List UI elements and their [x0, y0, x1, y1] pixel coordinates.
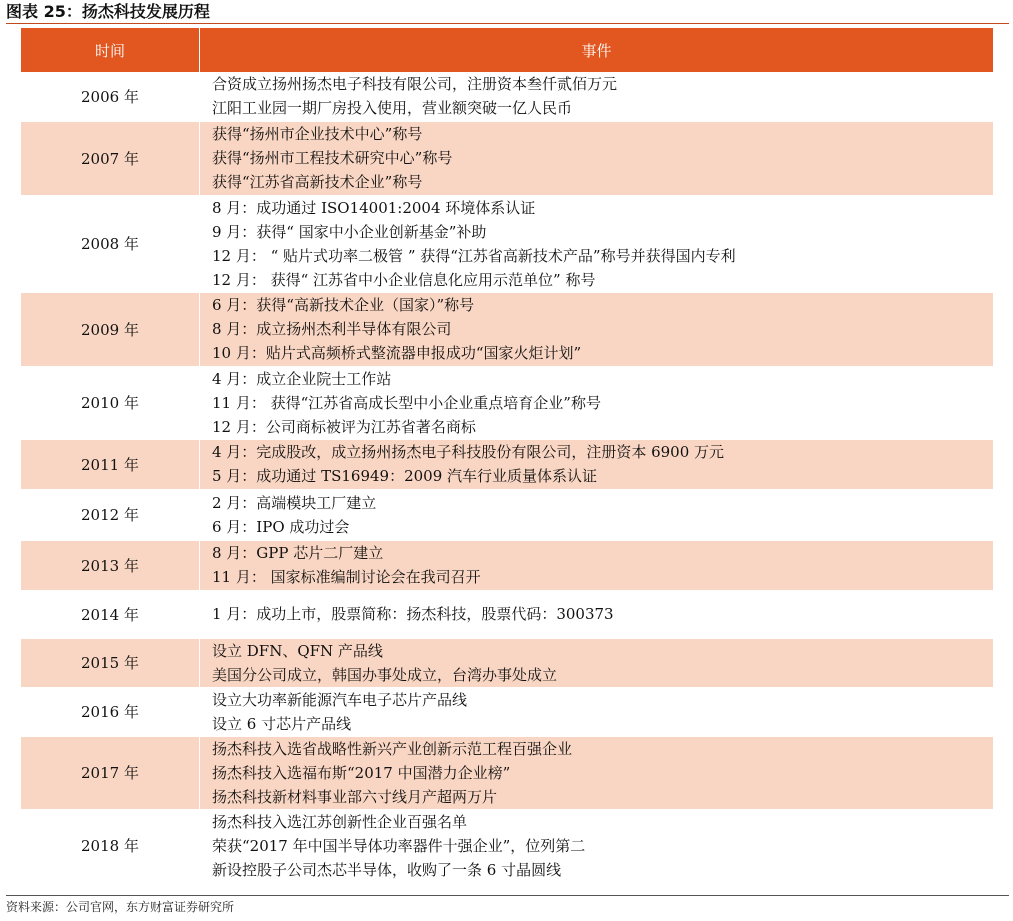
header-time: 时间 [21, 28, 200, 72]
event-line: 9 月：获得“ 国家中小企业创新基金”补助 [212, 222, 487, 241]
table-row [21, 687, 993, 736]
table-row [21, 292, 993, 366]
row-year: 2017 年 [21, 736, 200, 809]
figure-title: 图表 25：扬杰科技发展历程 [6, 2, 210, 21]
row-events [200, 590, 994, 638]
row-year: 2013 年 [21, 540, 200, 590]
event-line: 10 月：贴片式高频桥式整流器申报成功“国家火炬计划” [212, 344, 582, 362]
event-line: 6 月：IPO 成功过会 [212, 517, 350, 536]
source-divider [6, 895, 1009, 896]
row-events [200, 366, 994, 439]
event-line: 12 月： 获得“ 江苏省中小企业信息化应用示范单位” 称号 [212, 270, 596, 289]
row-events [200, 72, 994, 121]
table-row [21, 366, 993, 439]
row-year: 2007 年 [21, 121, 200, 195]
table-row [21, 439, 993, 489]
row-events [200, 638, 994, 687]
event-line: 12 月：公司商标被评为江苏省著名商标 [212, 417, 476, 436]
row-year: 2012 年 [21, 489, 200, 540]
row-events [200, 809, 994, 882]
table-row [21, 638, 993, 687]
event-line: 6 月：获得“高新技术企业（国家）”称号 [212, 296, 475, 314]
table-row [21, 72, 993, 121]
event-line: 获得“江苏省高新技术企业”称号 [212, 173, 423, 191]
header-events: 事件 [200, 28, 994, 72]
event-line: 扬杰科技入选福布斯“2017 中国潜力企业榜” [212, 763, 511, 782]
row-events [200, 489, 994, 540]
event-line: 美国分公司成立，韩国办事处成立，台湾办事处成立 [212, 665, 558, 684]
source-note: 资料来源：公司官网，东方财富证券研究所 [6, 900, 235, 914]
event-line: 1 月：成功上市，股票简称：扬杰科技，股票代码：300373 [212, 605, 614, 623]
event-line: 设立大功率新能源汽车电子芯片产品线 [212, 690, 468, 709]
table-row [21, 809, 993, 882]
event-line: 扬杰科技新材料事业部六寸线月产超两万片 [212, 787, 498, 806]
title-divider [6, 23, 1009, 24]
table-row [21, 736, 993, 809]
event-line: 2 月：高端模块工厂建立 [212, 493, 377, 512]
event-line: 新设控股子公司杰芯半导体，收购了一条 6 寸晶圆线 [212, 860, 562, 879]
event-line: 4 月：成立企业院士工作站 [212, 369, 392, 388]
row-events [200, 540, 994, 590]
event-line: 获得“扬州市企业技术中心”称号 [212, 125, 423, 143]
table-row [21, 590, 993, 638]
event-line: 5 月：成功通过 TS16949：2009 汽车行业质量体系认证 [212, 467, 598, 485]
row-year: 2014 年 [21, 590, 200, 638]
event-line: 11 月： 获得“江苏省高成长型中小企业重点培育企业”称号 [212, 393, 601, 412]
event-line: 扬杰科技入选江苏创新性企业百强名单 [212, 812, 468, 831]
row-year: 2009 年 [21, 292, 200, 366]
event-line: 合资成立扬州扬杰电子科技有限公司，注册资本叁仟贰佰万元 [212, 75, 618, 94]
row-year: 2018 年 [21, 809, 200, 882]
event-line: 4 月：完成股改，成立扬州扬杰电子科技股份有限公司，注册资本 6900 万元 [212, 443, 725, 461]
event-line: 获得“扬州市工程技术研究中心”称号 [212, 149, 453, 167]
event-line: 8 月：GPP 芯片二厂建立 [212, 544, 384, 562]
table-body [21, 72, 993, 882]
event-line: 设立 DFN、QFN 产品线 [212, 641, 383, 660]
row-events [200, 292, 994, 366]
table-header-row [21, 28, 993, 72]
row-events [200, 736, 994, 809]
table-row [21, 121, 993, 195]
event-line: 8 月：成功通过 ISO14001:2004 环境体系认证 [212, 198, 536, 217]
row-year: 2015 年 [21, 638, 200, 687]
row-events [200, 195, 994, 292]
event-line: 8 月：成立扬州杰利半导体有限公司 [212, 320, 452, 338]
event-line: 江阳工业园一期厂房投入使用，营业额突破一亿人民币 [212, 99, 573, 118]
table-row [21, 489, 993, 540]
row-events [200, 687, 994, 736]
event-line: 设立 6 寸芯片产品线 [212, 714, 352, 733]
row-year: 2016 年 [21, 687, 200, 736]
row-events [200, 121, 994, 195]
table-row [21, 195, 993, 292]
event-line: 11 月： 国家标准编制讨论会在我司召开 [212, 568, 481, 586]
row-year: 2011 年 [21, 439, 200, 489]
row-year: 2008 年 [21, 195, 200, 292]
row-year: 2010 年 [21, 366, 200, 439]
event-line: 扬杰科技入选省战略性新兴产业创新示范工程百强企业 [212, 739, 573, 758]
event-line: 12 月： “ 贴片式功率二极管 ” 获得“江苏省高新技术产品”称号并获得国内专利 [212, 246, 736, 265]
milestone-table [21, 28, 993, 883]
row-year: 2006 年 [21, 72, 200, 121]
row-events [200, 439, 994, 489]
event-line: 荣获“2017 年中国半导体功率器件十强企业”，位列第二 [212, 836, 586, 855]
table-row [21, 540, 993, 590]
